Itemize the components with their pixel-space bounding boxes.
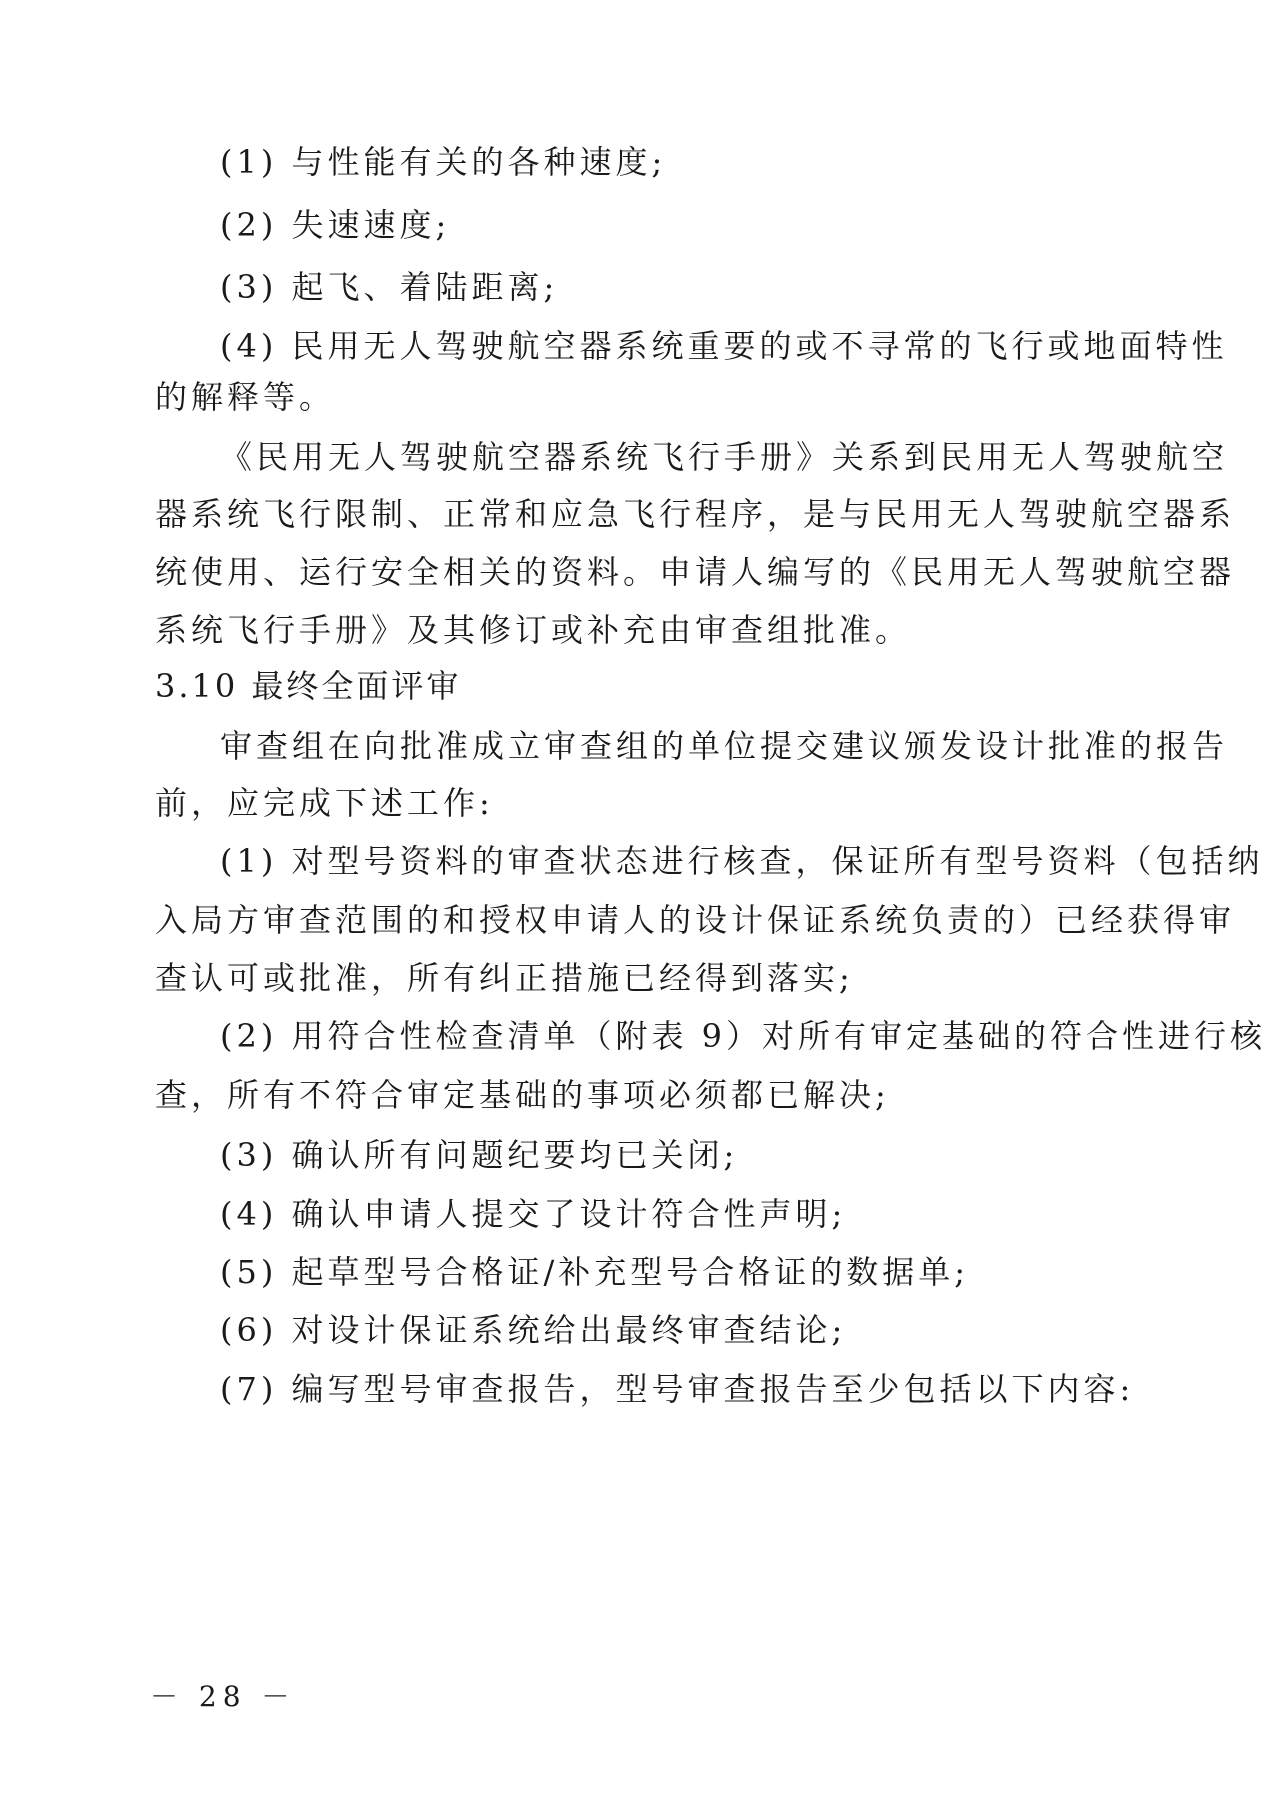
list-item-flight-characteristics: (4) 民用无人驾驶航空器系统重要的或不寻常的飞行或地面特性 — [220, 327, 1228, 365]
paragraph-line: 审查组在向批准成立审查组的单位提交建议颁发设计批准的报告 — [220, 727, 1229, 765]
list-item-data-sheet: (5) 起草型号合格证/补充型号合格证的数据单; — [220, 1253, 970, 1291]
paragraph-line: 前，应完成下述工作: — [155, 784, 494, 822]
page-number: － 28 － — [150, 1680, 296, 1713]
paragraph-line: 统使用、运行安全相关的资料。申请人编写的《民用无人驾驶航空器 — [155, 553, 1236, 591]
list-item-issue-papers-closed: (3) 确认所有问题纪要均已关闭; — [220, 1136, 739, 1174]
paragraph-line: 查，所有不符合审定基础的事项必须都已解决; — [155, 1076, 890, 1114]
list-item-stall-speed: (2) 失速速度; — [220, 206, 451, 244]
list-item-compliance-statement: (4) 确认申请人提交了设计符合性声明; — [220, 1195, 847, 1233]
paragraph-line: 器系统飞行限制、正常和应急飞行程序，是与民用无人驾驶航空器系 — [155, 495, 1236, 533]
list-item-type-data-review: (1) 对型号资料的审查状态进行核查，保证所有型号资料（包括纳 — [220, 842, 1264, 880]
list-item-performance-speeds: (1) 与性能有关的各种速度; — [220, 143, 667, 181]
list-item-compliance-checklist: (2) 用符合性检查清单（附表 9）对所有审定基础的符合性进行核 — [220, 1017, 1267, 1055]
paragraph-line: 入局方审查范围的和授权申请人的设计保证系统负责的）已经获得审 — [155, 901, 1236, 939]
paragraph-line: 《民用无人驾驶航空器系统飞行手册》关系到民用无人驾驶航空 — [220, 438, 1229, 476]
list-item-design-assurance-conclusion: (6) 对设计保证系统给出最终审查结论; — [220, 1311, 847, 1349]
paragraph-line: 的解释等。 — [155, 378, 336, 416]
list-item-takeoff-landing-distance: (3) 起飞、着陆距离; — [220, 268, 559, 306]
list-item-type-inspection-report: (7) 编写型号审查报告，型号审查报告至少包括以下内容: — [220, 1370, 1135, 1408]
paragraph-line: 查认可或批准，所有纠正措施已经得到落实; — [155, 959, 854, 997]
paragraph-line: 系统飞行手册》及其修订或补充由审查组批准。 — [155, 611, 912, 649]
section-heading: 3.10 最终全面评审 — [155, 667, 462, 705]
